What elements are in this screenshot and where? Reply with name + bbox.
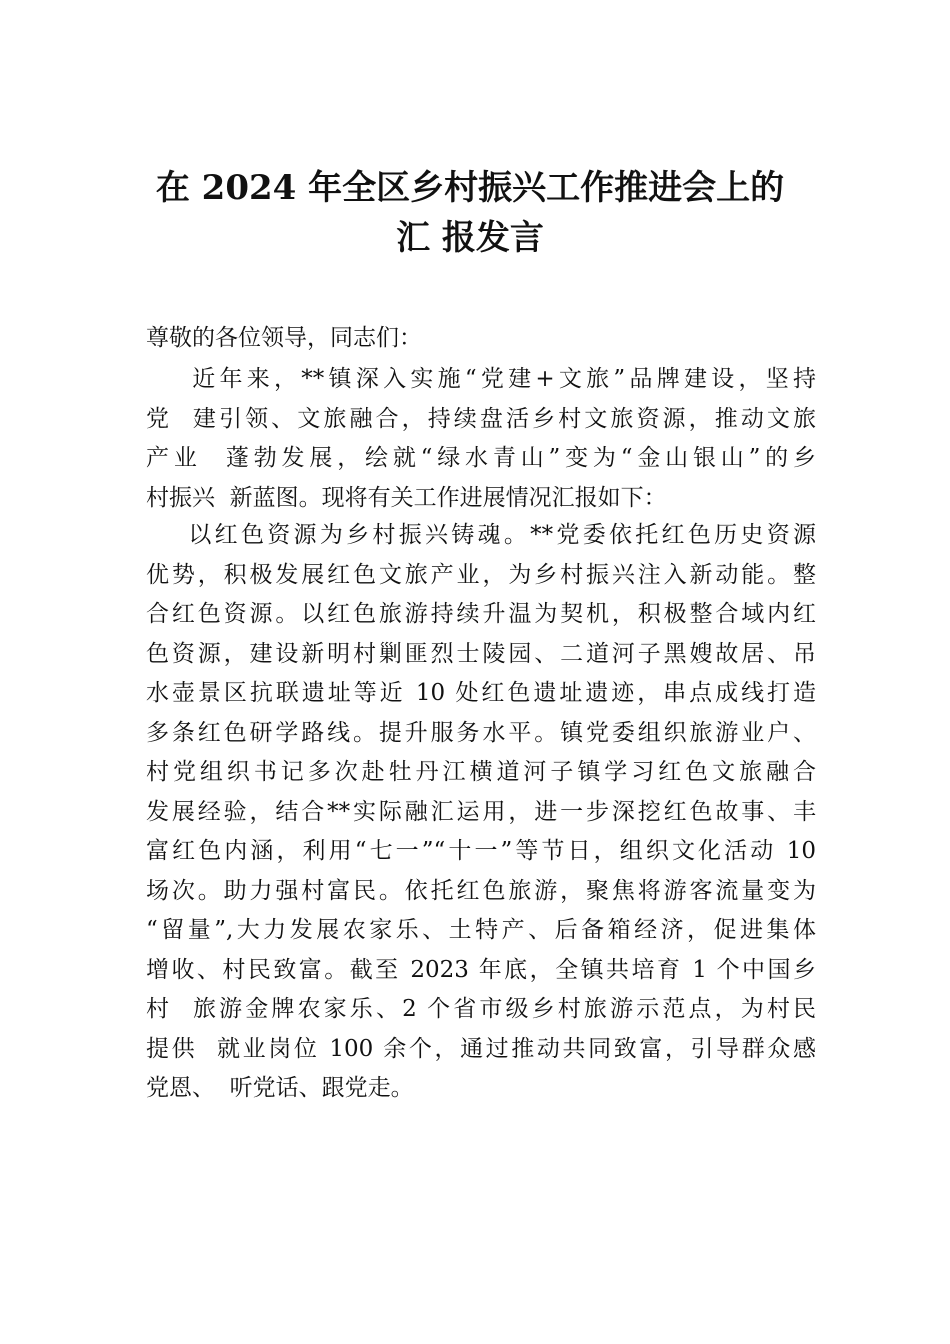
paragraph-line: 村振兴 新蓝图。现将有关工作进展情况汇报如下： xyxy=(146,484,667,511)
paragraph-line: 村党组织书记多次赴牡丹江横道河子镇学习红色文旅融合 xyxy=(146,759,816,785)
paragraph-line: 富红色内涵，利用“七一”“十一”等节日，组织文化活动 10 xyxy=(146,838,816,864)
paragraph-line: “留量”,大力发展农家乐、土特产、后备箱经济，促进集体 xyxy=(146,917,816,943)
paragraph-intro xyxy=(146,360,816,518)
paragraph-line: 场次。助力强村富民。依托红色旅游，聚焦将游客流量变为 xyxy=(146,877,816,904)
document-title-line-1: 在 2024 年全区乡村振兴工作推进会上的 xyxy=(155,168,785,208)
document-title-line-2: 汇 报发言 xyxy=(396,218,544,258)
paragraph-line: 合红色资源。以红色旅游持续升温为契机，积极整合域内红 xyxy=(146,601,816,627)
paragraph-line: 优势，积极发展红色文旅产业，为乡村振兴注入新动能。整 xyxy=(146,561,816,588)
paragraph-line: 党 建引领、文旅融合，持续盘活乡村文旅资源，推动文旅 xyxy=(146,405,816,432)
paragraph-line: 近年来，**镇深入实施“党建+文旅”品牌建设，坚持 xyxy=(146,366,816,392)
salutation: 尊敬的各位领导，同志们： xyxy=(146,325,422,351)
paragraph-line: 发展经验，结合**实际融汇运用，进一步深挖红色故事、丰 xyxy=(146,798,816,825)
paragraph-line: 村 旅游金牌农家乐、2 个省市级乡村旅游示范点，为村民 xyxy=(146,996,816,1022)
paragraph-line: 水壶景区抗联遗址等近 10 处红色遗址遗迹，串点成线打造 xyxy=(146,680,816,706)
paragraph-line: 多条红色研学路线。提升服务水平。镇党委组织旅游业户、 xyxy=(146,719,816,746)
paragraph-red-resources xyxy=(146,516,816,1109)
paragraph-line: 党恩、 听党话、跟党走。 xyxy=(146,1075,414,1101)
paragraph-line: 产业 蓬勃发展，绘就“绿水青山”变为“金山银山”的乡 xyxy=(146,445,816,471)
paragraph-line: 提供 就业岗位 100 余个，通过推动共同致富，引导群众感 xyxy=(146,1035,816,1062)
paragraph-line: 增收、村民致富。截至 2023 年底，全镇共培育 1 个中国乡 xyxy=(146,956,816,983)
paragraph-line: 色资源，建设新明村剿匪烈士陵园、二道河子黑嫂故居、吊 xyxy=(146,640,816,667)
paragraph-line: 以红色资源为乡村振兴铸魂。**党委依托红色历史资源 xyxy=(146,522,816,548)
